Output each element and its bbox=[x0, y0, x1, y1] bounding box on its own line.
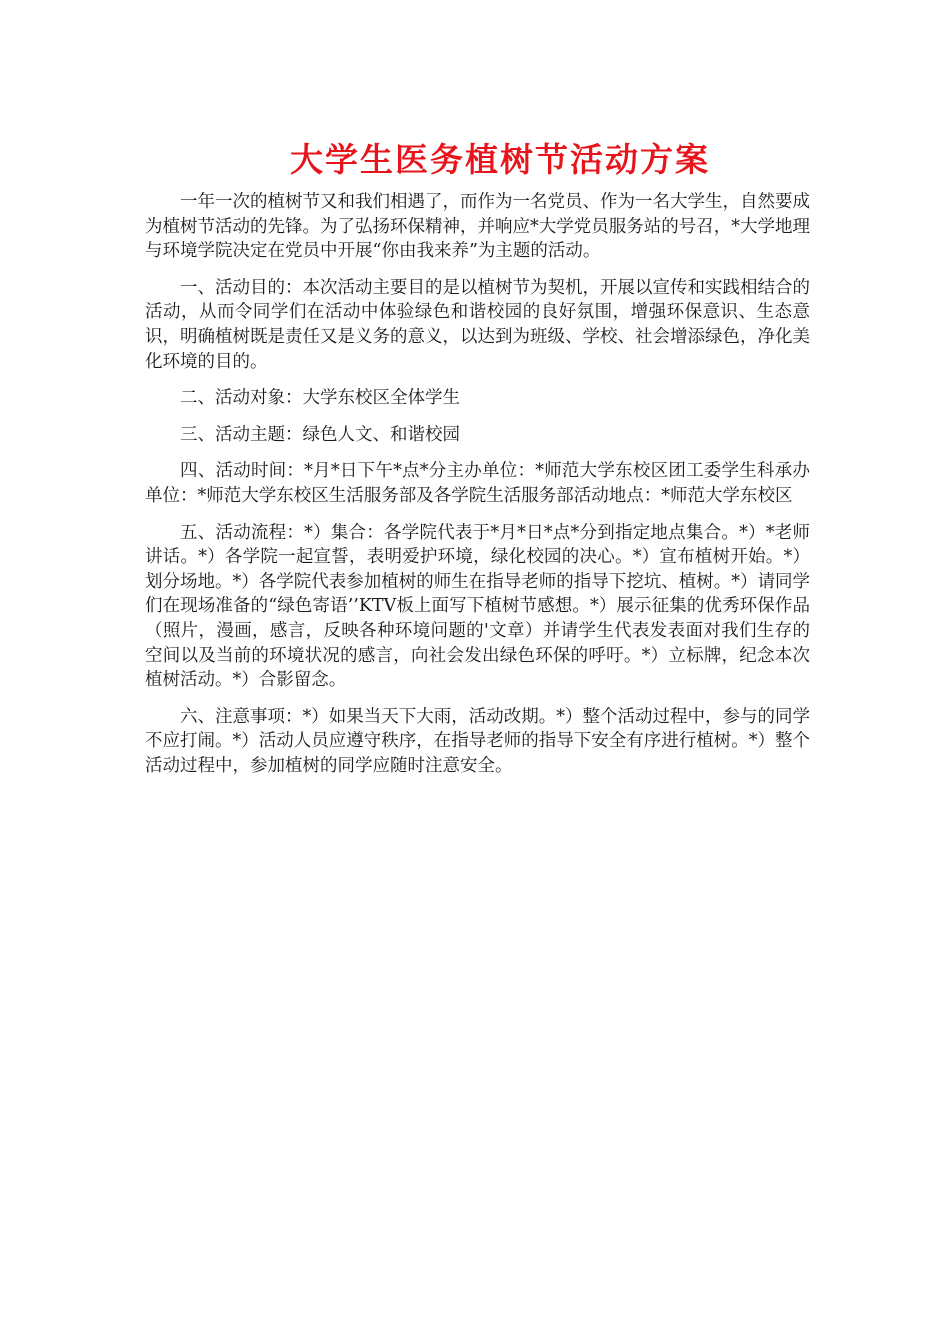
audience-paragraph: 二、活动对象：大学东校区全体学生 bbox=[180, 388, 460, 409]
document-title: 大学生医务植树节活动方案 bbox=[290, 140, 710, 179]
notes-paragraph: 六、注意事项：*）如果当天下大雨，活动改期。*）整个活动过程中，参与的同学不应打闹。*）活动人员应遵守秩序，在指导老师的指导下安全有序进行植树。*）整个活动过程中，参加植树的同学应随时注意安全。 bbox=[145, 706, 810, 776]
purpose-paragraph: 一、活动目的：本次活动主要目的是以植树节为契机，开展以宣传和实践相结合的活动，从而令同学们在活动中体验绿色和谐校园的良好氛围，增强环保意识、生态意识，明确植树既是责任又是义务的意义，以达到为班级、学校、社会增添绿色，净化美化环境的目的。 bbox=[145, 277, 810, 372]
process-paragraph: 五、活动流程：*）集合：各学院代表于*月*日*点*分到指定地点集合。*）*老师讲话。*）各学院一起宣誓，表明爱护环境，绿化校园的决心。*）宣布植树开始。*）划分场地。*）各学院代表参加植树的师生在指导老师的指导下挖坑、植树。*）请同学们在现场准备的“绿色寄语’’KTV板上面写下植树节感想。*）展示征集的优秀环保作品（照片，漫画，感言，反映各种环境问题的'文章）并请学生代表发表面对我们生存的空间以及当前的环境状况的感言，向社会发出绿色环保的呼吁。*）立标牌，纪念本次植树活动。*）合影留念。 bbox=[145, 522, 810, 691]
theme-paragraph: 三、活动主题：绿色人文、和谐校园 bbox=[180, 424, 460, 445]
intro-paragraph: 一年一次的植树节又和我们相遇了，而作为一名党员、作为一名大学生，自然要成为植树节活动的先锋。为了弘扬环保精神，并响应*大学党员服务站的号召，*大学地理与环境学院决定在党员中开展“你由我来养”为主题的活动。 bbox=[145, 192, 810, 262]
document-body bbox=[145, 190, 810, 790]
time-paragraph: 四、活动时间：*月*日下午*点*分主办单位：*师范大学东校区团工委学生科承办单位：*师范大学东校区生活服务部及各学院生活服务部活动地点：*师范大学东校区 bbox=[145, 461, 810, 506]
